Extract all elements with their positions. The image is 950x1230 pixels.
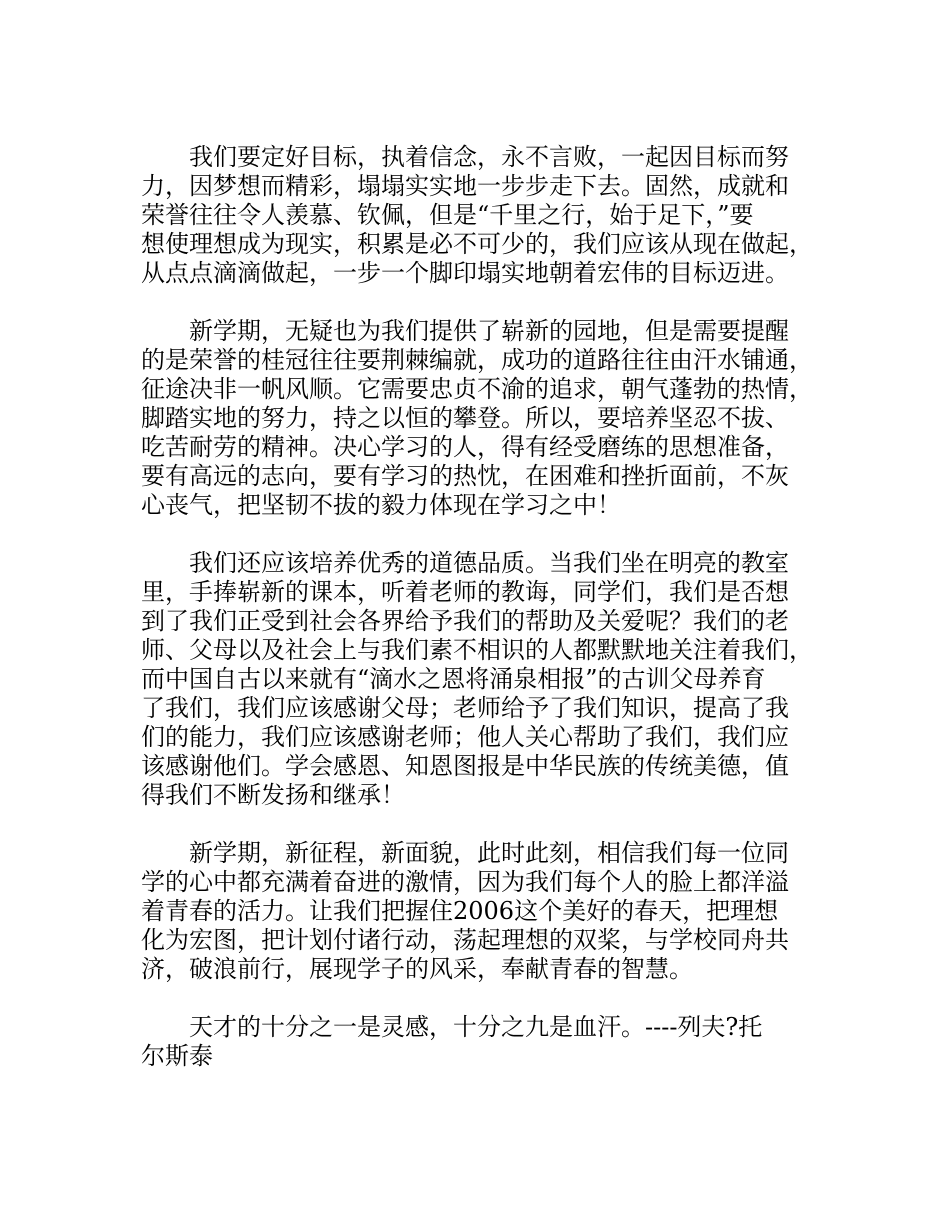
paragraph-new-semester: 新学期，无疑也为我们提供了崭新的园地，但是需要提醒 的是荣誉的桂冠往往要荆棘编就，成功的道路往往由汗水铺通， 征途决非一帆风顺。它需要忠贞不渝的追求，朝气蓬勃的热情， 脚踏实地的努力，持之以恒的攀登。所以，要培养坚忍不拔、 吃苦耐劳的精神。决心学习的人，得有经受磨练的思想准备， 要有高远的志向，要有学习的热忱，在困难和挫折面前，不灰 心丧气，把坚韧不拔的毅力体现在学习之中！ (141, 317, 813, 519)
paragraph-quote: 天才的十分之一是灵感，十分之九是血汗。----列夫?托 尔斯泰 (141, 1013, 763, 1070)
document-body (141, 143, 823, 1071)
paragraph-new-journey: 新学期，新征程，新面貌，此时此刻，相信我们每一位同 学的心中都充满着奋进的激情，因为我们每个人的脸上都洋溢 着青春的活力。让我们把握住2006这个美好的春天，把理想 化为宏图，把计划付诸行动，荡起理想的双桨，与学校同舟共 济，破浪前行，展现学子的风采，奉献青春的智慧。 (141, 839, 789, 983)
paragraph-goals: 我们要定好目标，执着信念，永不言败，一起因目标而努 力，因梦想而精彩，塌塌实实地一步步走下去。固然，成就和 荣誉往往令人羡慕、钦佩，但是“千里之行，始于足下，”要 想使理想成为现实，积累是必不可少的，我们应该从现在做起， 从点点滴滴做起，一步一个脚印塌实地朝着宏伟的目标迈进。 (141, 143, 813, 287)
paragraph-moral-quality: 我们还应该培养优秀的道德品质。当我们坐在明亮的教室 里，手捧崭新的课本，听着老师的教诲，同学们，我们是否想 到了我们正受到社会各界给予我们的帮助及关爱呢？我们的老 师、父母以及社会上与我们素不相识的人都默默地关注着我们， 而中国自古以来就有“滴水之恩将涌泉相报”的古训父母养育 了我们，我们应该感谢父母；老师给予了我们知识，提高了我 们的能力，我们应该感谢老师；他人关心帮助了我们，我们应 该感谢他们。学会感恩、知恩图报是中华民族的传统美德，值 得我们不断发扬和继承！ (141, 549, 813, 809)
